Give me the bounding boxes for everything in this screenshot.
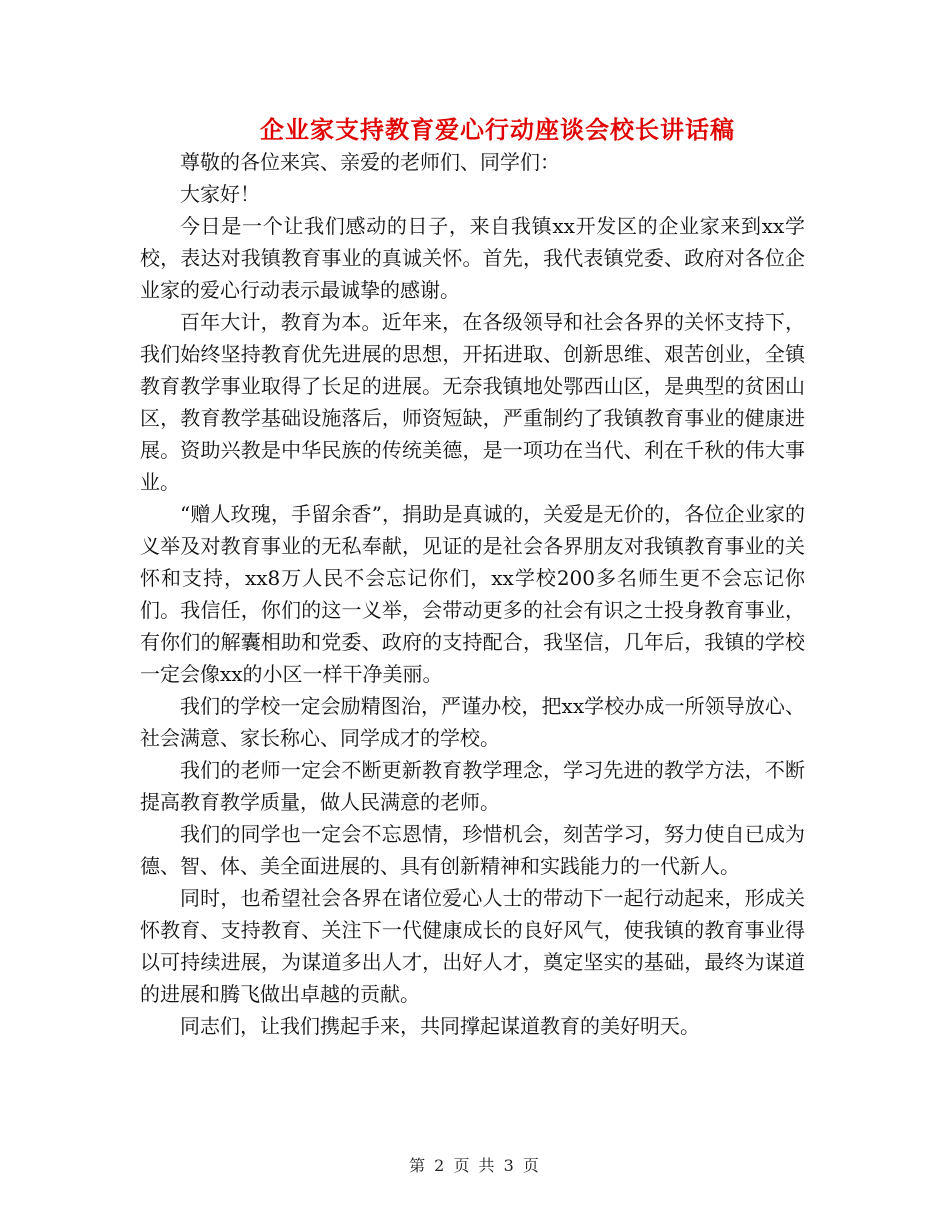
- paragraph: “赠人玫瑰，手留余香”，捐助是真诚的，关爱是无价的，各位企业家的义举及对教育事业的无私奉献，见证的是社会各界朋友对我镇教育事业的关怀和支持，xx8万人民不会忘记你们，xx学校200多名师生更不会忘记你们。我信任，你们的这一义举，会带动更多的社会有识之士投身教育事业，有你们的解囊相助和党委、政府的支持配合，我坚信，几年后，我镇的学校一定会像xx的小区一样干净美丽。: [140, 502, 805, 686]
- paragraph: 百年大计，教育为本。近年来，在各级领导和社会各界的关怀支持下，我们始终坚持教育优先进展的思想，开拓进取、创新思维、艰苦创业，全镇教育教学事业取得了长足的进展。无奈我镇地处鄂西山区，是典型的贫困山区，教育教学基础设施落后，师资短缺，严重制约了我镇教育事业的健康进展。资助兴教是中华民族的传统美德，是一项功在当代、利在千秋的伟大事业。: [140, 310, 805, 494]
- paragraph: 同时，也希望社会各界在诸位爱心人士的带动下一起行动起来，形成关怀教育、支持教育、关注下一代健康成长的良好风气，使我镇的教育事业得以可持续进展，为谋道多出人才，出好人才，奠定坚实的基础，最终为谋道的进展和腾飞做出卓越的贡献。: [140, 886, 805, 1006]
- page-footer: 第 2 页 共 3 页: [409, 1156, 541, 1175]
- document-body: [140, 146, 805, 1042]
- paragraph: 今日是一个让我们感动的日子，来自我镇xx开发区的企业家来到xx学校，表达对我镇教育事业的真诚关怀。首先，我代表镇党委、政府对各位企业家的爱心行动表示最诚挚的感谢。: [140, 214, 805, 302]
- closing-paragraph: 同志们，让我们携起手来，共同撑起谋道教育的美好明天。: [180, 1014, 700, 1038]
- paragraph: 我们的学校一定会励精图治，严谨办校，把xx学校办成一所领导放心、社会满意、家长称心、同学成才的学校。: [140, 694, 805, 750]
- paragraph: 我们的同学也一定会不忘恩情，珍惜机会，刻苦学习，努力使自已成为德、智、体、美全面进展的、具有创新精神和实践能力的一代新人。: [140, 822, 805, 878]
- greeting: 大家好！: [180, 182, 260, 206]
- paragraph: 我们的老师一定会不断更新教育教学理念，学习先进的教学方法，不断提高教育教学质量，做人民满意的老师。: [140, 758, 805, 814]
- document-title: 企业家支持教育爱心行动座谈会校长讲话稿: [260, 115, 735, 144]
- salutation: 尊敬的各位来宾、亲爱的老师们、同学们：: [180, 150, 560, 174]
